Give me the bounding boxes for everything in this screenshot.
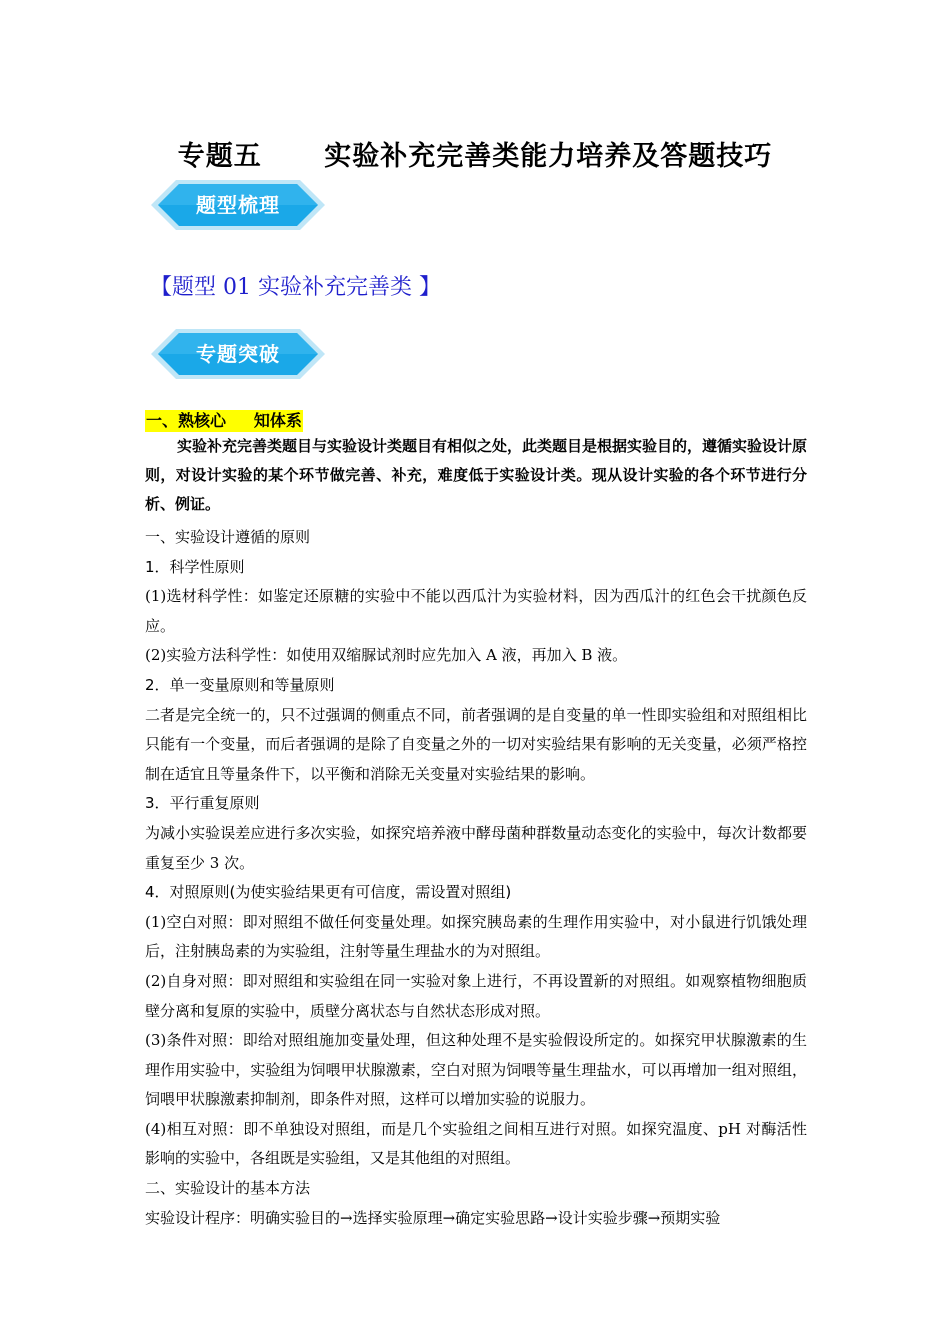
condition-control-paragraph: (3)条件对照：即给对照组施加变量处理，但这种处理不是实验假设所定的。如探究甲状腺激素的生理作用实验中，实验组为饲喂甲状腺激素，空白对照为饲喂等量生理盐水，可以再增加一组对照组，饲喂甲状腺激素抑制剂，即条件对照，这样可以增加实验的说服力。 bbox=[145, 1031, 807, 1109]
single-variable-paragraph: 二者是完全统一的，只不过强调的侧重点不同，前者强调的是自变量的单一性即实验组和对照组相比只能有一个变量，而后者强调的是除了自变量之外的一切对实验结果有影响的无关变量，必须严格控制在适宜且等量条件下，以平衡和消除无关变量对实验结果的影响。 bbox=[145, 705, 807, 783]
methods-heading: 二、实验设计的基本方法 bbox=[145, 1179, 311, 1198]
breakthrough-label: 专题突破 bbox=[196, 342, 280, 366]
main-content bbox=[145, 432, 807, 1233]
science-method-paragraph: (2)实验方法科学性：如使用双缩脲试剂时应先加入 A 液，再加入 B 液。 bbox=[145, 646, 628, 665]
type-review-label: 题型梳理 bbox=[196, 193, 280, 217]
control-principle-heading: 4．对照原则(为使实验结果更有可信度，需设置对照组) bbox=[145, 883, 512, 902]
self-control-paragraph: (2)自身对照：即对照组和实验组在同一实验对象上进行，不再设置新的对照组。如观察植物细胞质壁分离和复原的实验中，质壁分离状态与自然状态形成对照。 bbox=[145, 971, 807, 1020]
section-highlight-heading: 一、熟核心 知体系 bbox=[146, 411, 302, 430]
single-variable-heading: 2．单一变量原则和等量原则 bbox=[145, 675, 335, 694]
type-heading: 【题型 01 实验补充完善类 】 bbox=[150, 275, 441, 300]
methods-paragraph: 实验设计程序：明确实验目的→选择实验原理→确定实验思路→设计实验步骤→预期实验 bbox=[145, 1208, 721, 1227]
intro-paragraph: 实验补充完善类题目与实验设计类题目有相似之处，此类题目是根据实验目的，遵循实验设计原则，对设计实验的某个环节做完善、补充，难度低于实验设计类。现从设计实验的各个环节进行分析、例证。 bbox=[145, 437, 808, 513]
mutual-control-paragraph: (4)相互对照：即不单独设对照组，而是几个实验组之间相互进行对照。如探究温度、pH 对酶活性影响的实验中，各组既是实验组，又是其他组的对照组。 bbox=[145, 1119, 807, 1168]
page-title: 专题五 实验补充完善类能力培养及答题技巧 bbox=[177, 141, 773, 172]
principles-heading: 一、实验设计遵循的原则 bbox=[145, 528, 311, 546]
science-principle-heading: 1．科学性原则 bbox=[145, 557, 245, 576]
breakthrough-banner bbox=[150, 328, 326, 380]
repeat-principle-paragraph: 为减小实验误差应进行多次实验，如探究培养液中酵母菌种群数量动态变化的实验中，每次计数都要重复至少 3 次。 bbox=[145, 823, 807, 872]
science-material-paragraph: (1)选材科学性：如鉴定还原糖的实验中不能以西瓜汁为实验材料，因为西瓜汁的红色会干扰颜色反应。 bbox=[145, 587, 807, 635]
type-review-banner bbox=[150, 179, 326, 231]
blank-control-paragraph: (1)空白对照：即对照组不做任何变量处理。如探究胰岛素的生理作用实验中，对小鼠进行饥饿处理后，注射胰岛素的为实验组，注射等量生理盐水的为对照组。 bbox=[145, 912, 807, 961]
repeat-principle-heading: 3．平行重复原则 bbox=[145, 794, 260, 813]
